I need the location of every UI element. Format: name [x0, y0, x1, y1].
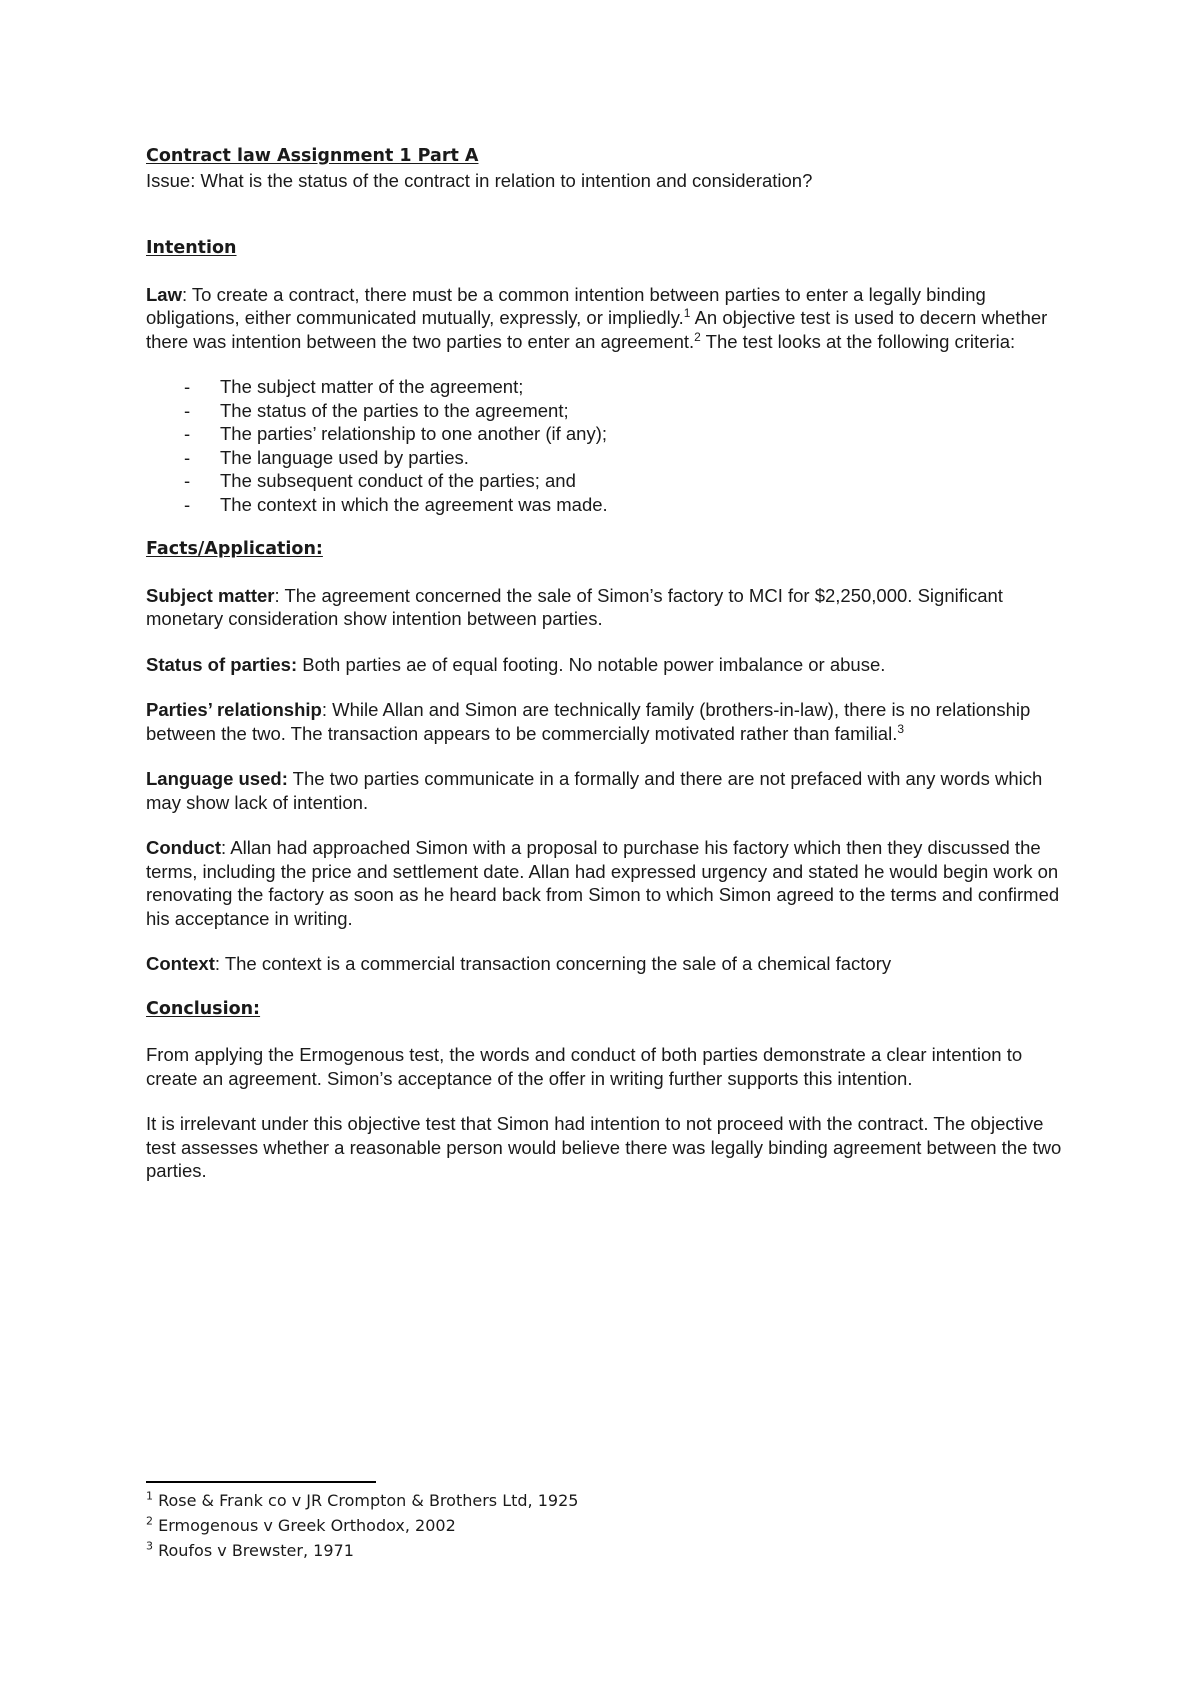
footnote-1: $^1$ Rose & Frank co v JR Crompton & Brothers Ltd, 1925: [146, 1489, 579, 1510]
list-dash: -: [184, 470, 191, 491]
footnote-separator: [146, 1481, 376, 1483]
conduct-label: Conduct: [146, 837, 222, 858]
facts-heading: Facts/Application:: [146, 539, 323, 559]
law-text-2: An objective test is used to decern whether there was intention between the two parties to enter an agreement.: [146, 307, 1048, 352]
language-used-paragraph: Language used: The two parties communicate in a formally and there are not prefaced with any words which may show lack of intention.: [146, 768, 1043, 813]
footnote-3: $^3$ Roufos v Brewster, 1971: [146, 1539, 354, 1560]
list-item: - The subject matter of the agreement;: [184, 376, 524, 397]
law-label: Law: [146, 283, 182, 305]
footnote-ref-1: 1: [683, 305, 691, 320]
conclusion-heading: Conclusion:: [146, 998, 261, 1019]
conduct-paragraph: Conduct: Allan had approached Simon with a proposal to purchase his factory which then they discussed the terms, including the price and settlement date. Allan had expressed urgency and stated he would begin work on renovating the factory as soon as he heard back from Simon to which Simon agreed to the terms and confirmed his acceptance in writing.: [146, 837, 1060, 929]
conclusion-paragraph-1: From applying the Ermogenous test, the words and conduct of both parties demonstrate a clear intention to create an agreement. Simon’s acceptance of the offer in writing further supports this intention.: [146, 1044, 1023, 1089]
list-dash: -: [184, 376, 191, 397]
criteria-list: [146, 375, 1076, 516]
footnote-2: $^2$ Ermogenous v Greek Orthodox, 2002: [146, 1514, 456, 1535]
status-of-parties-paragraph: Status of parties: Both parties ae of equal footing. No notable power imbalance or abuse.: [146, 653, 886, 675]
status-of-parties-label: Status of parties:: [146, 653, 298, 675]
conclusion-paragraph-2: It is irrelevant under this objective test that Simon had intention to not proceed with the contract. The objective test assesses whether a reasonable person would believe there was legally binding agreement between the two parties.: [146, 1113, 1062, 1181]
list-dash: -: [184, 493, 191, 515]
document-title: Contract law Assignment 1 Part A: [146, 146, 479, 166]
context-paragraph: Context: The context is a commercial transaction concerning the sale of a chemical factory: [146, 953, 892, 974]
context-label: Context: [146, 953, 215, 974]
parties-relationship-label: Parties’ relationship: [146, 699, 322, 720]
list-dash: -: [184, 446, 191, 468]
subject-matter-label: Subject matter: [146, 584, 275, 606]
subject-matter-paragraph: Subject matter: The agreement concerned the sale of Simon’s factory to MCI for $2,250,000. Significant monetary consideration show intention between parties.: [146, 584, 1003, 629]
issue-statement: Issue: What is the status of the contract in relation to intention and consideration?: [146, 169, 813, 191]
list-item: - The language used by parties.: [184, 446, 469, 468]
list-item: - The status of the parties to the agreement;: [184, 399, 569, 421]
parties-relationship-paragraph: Parties’ relationship: While Allan and Simon are technically family (brothers-in-law), there is no relationship between the two. The transaction appears to be commercially motivated rather than familial.$^3$: [146, 699, 1031, 744]
list-item: - The context in which the agreement was made.: [184, 493, 608, 515]
document-body: [146, 145, 1076, 1183]
list-item: - The parties’ relationship to one another (if any);: [184, 423, 608, 444]
law-text-1: : To create a contract, there must be a common intention between parties to enter a legally binding obligations, either communicated mutually, expressly, or impliedly.: [146, 283, 986, 328]
list-dash: -: [184, 399, 191, 421]
intention-heading: Intention: [146, 238, 237, 258]
law-paragraph: [146, 283, 1076, 354]
list-item: - The subsequent conduct of the parties; and: [184, 470, 576, 491]
list-dash: -: [184, 423, 191, 444]
footnote-ref-2: 2: [694, 329, 701, 344]
footnotes: [146, 1488, 846, 1563]
language-used-label: Language used:: [146, 768, 288, 789]
footnote-ref-3: 3: [897, 721, 905, 736]
law-text-3: The test looks at the following criteria:: [700, 330, 1016, 352]
